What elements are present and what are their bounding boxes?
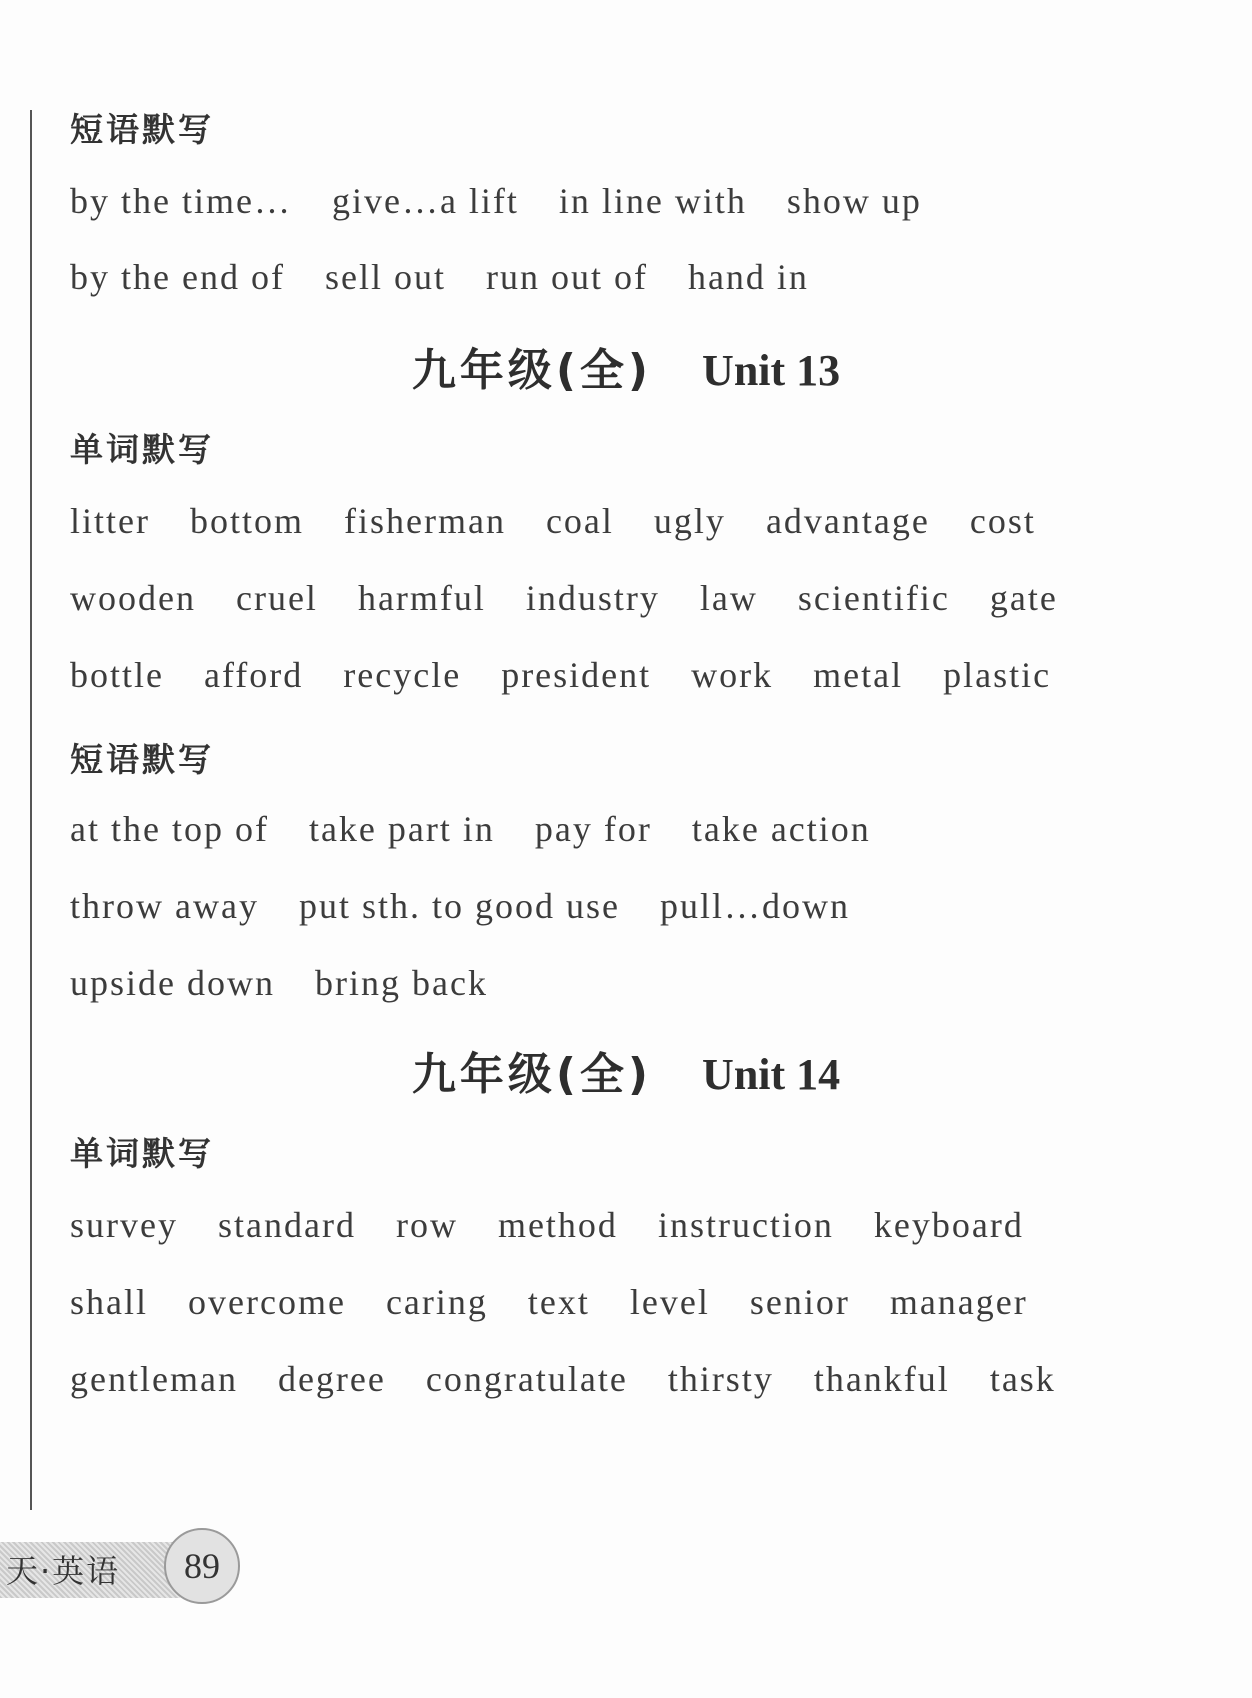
grade-label: 九年级(全) — [411, 345, 653, 396]
phrase-item: take part in — [308, 809, 495, 849]
phrase-section-label: 短语默写 — [70, 110, 214, 149]
word-item: litter — [70, 501, 150, 541]
unit-14-title — [0, 1038, 1252, 1102]
word-item: law — [699, 578, 758, 618]
word-item: work — [691, 655, 774, 695]
page-footer — [0, 1528, 240, 1612]
phrase-item: sell out — [324, 257, 446, 297]
phrase-item: put sth. to good use — [298, 886, 620, 926]
word-item: manager — [889, 1282, 1028, 1322]
word-item: standard — [217, 1205, 356, 1245]
word-item: row — [395, 1205, 458, 1245]
word-item: advantage — [765, 501, 930, 541]
word-item: scientific — [797, 578, 950, 618]
grade-label: 九年级(全) — [411, 1049, 653, 1100]
phrase-item: bring back — [315, 963, 488, 1003]
phrase-row — [70, 962, 528, 1004]
word-item: congratulate — [425, 1359, 628, 1399]
word-row — [70, 1281, 1068, 1323]
phrase-item: by the time… — [70, 181, 292, 221]
word-item: caring — [385, 1282, 488, 1322]
phrase-item: take action — [691, 809, 871, 849]
phrase-row — [70, 808, 911, 850]
word-section-label: 单词默写 — [70, 430, 214, 469]
phrase-item: run out of — [485, 257, 648, 297]
phrase-item: upside down — [70, 963, 275, 1003]
word-item: instruction — [657, 1205, 834, 1245]
word-item: keyboard — [873, 1205, 1024, 1245]
phrase-item: pull…down — [659, 886, 850, 926]
word-item: plastic — [943, 655, 1052, 695]
phrase-item: throw away — [70, 886, 259, 926]
word-item: bottle — [70, 655, 164, 695]
word-item: cost — [969, 501, 1036, 541]
word-item: bottom — [189, 501, 304, 541]
phrase-item: hand in — [687, 257, 809, 297]
word-item: gentleman — [70, 1359, 238, 1399]
word-item: thirsty — [667, 1359, 774, 1399]
phrase-item: at the top of — [70, 809, 269, 849]
word-row — [70, 500, 1076, 542]
word-item: harmful — [357, 578, 486, 618]
phrase-item: in line with — [558, 181, 747, 221]
word-item: industry — [525, 578, 660, 618]
unit-label: Unit 13 — [702, 346, 841, 395]
word-item: level — [629, 1282, 710, 1322]
phrase-item: pay for — [534, 809, 652, 849]
word-item: overcome — [188, 1282, 346, 1322]
word-item: task — [989, 1359, 1056, 1399]
word-item: method — [497, 1205, 618, 1245]
unit-label: Unit 14 — [702, 1050, 841, 1099]
word-item: degree — [277, 1359, 386, 1399]
word-item: cruel — [235, 578, 318, 618]
phrase-row — [70, 885, 890, 927]
word-row — [70, 1204, 1064, 1246]
word-row — [70, 577, 1098, 619]
phrase-item: show up — [786, 181, 922, 221]
word-row — [70, 654, 1091, 696]
word-item: wooden — [70, 578, 196, 618]
margin-line — [30, 110, 32, 1510]
word-item: metal — [813, 655, 904, 695]
phrase-row — [70, 256, 849, 298]
phrase-item: by the end of — [70, 257, 285, 297]
word-item: ugly — [653, 501, 726, 541]
phrase-row — [70, 180, 962, 222]
phrase-item: give…a lift — [331, 181, 519, 221]
word-item: afford — [203, 655, 304, 695]
word-item: text — [527, 1282, 590, 1322]
word-item: gate — [989, 578, 1058, 618]
page-number: 89 — [164, 1528, 240, 1604]
word-item: survey — [70, 1205, 178, 1245]
phrase-section-label: 短语默写 — [70, 740, 214, 779]
word-section-label: 单词默写 — [70, 1134, 214, 1173]
word-item: recycle — [343, 655, 462, 695]
word-item: shall — [70, 1282, 148, 1322]
word-item: president — [501, 655, 652, 695]
word-item: fisherman — [344, 501, 506, 541]
unit-13-title — [0, 334, 1252, 398]
word-item: coal — [545, 501, 614, 541]
word-item: thankful — [813, 1359, 950, 1399]
footer-text: 天·英语 — [6, 1552, 121, 1590]
word-item: senior — [749, 1282, 850, 1322]
word-row — [70, 1358, 1096, 1400]
